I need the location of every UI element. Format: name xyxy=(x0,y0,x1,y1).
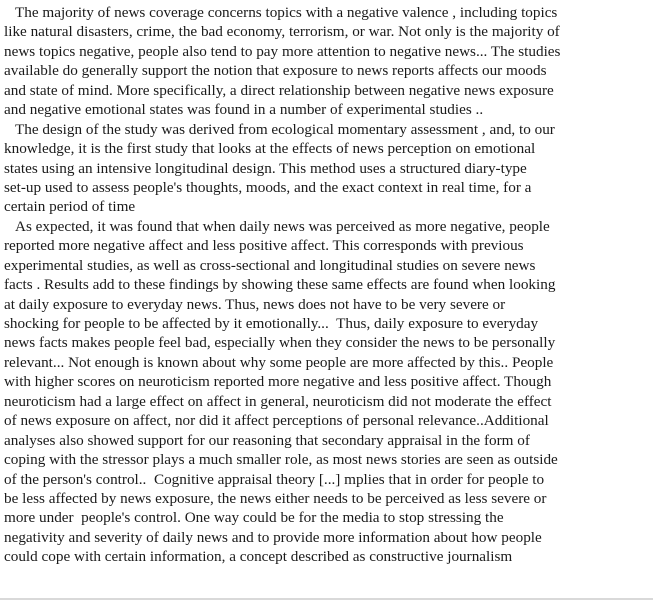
text-line: As expected, it was found that when daily news was perceived as more negative, people xyxy=(15,217,550,235)
text-line: reported more negative affect and less positive affect. This corresponds with previous xyxy=(4,237,524,255)
text-line: like natural disasters, crime, the bad economy, terrorism, or war. Not only is the majority of xyxy=(4,23,560,41)
text-line: set-up used to assess people's thoughts, moods, and the exact context in real time, for a xyxy=(4,178,532,196)
paragraph-2 xyxy=(4,120,651,217)
text-line: The majority of news coverage concerns topics with a negative valence , including topics xyxy=(15,4,558,21)
text-line: The design of the study was derived from ecological momentary assessment , and, to our xyxy=(15,120,555,138)
text-line: at daily exposure to everyday news. Thus, news does not have to be very severe or xyxy=(4,295,506,313)
paragraph-1 xyxy=(4,3,651,120)
text-line: news facts makes people feel bad, especially when they consider the news to be personally xyxy=(4,334,556,352)
text-line: facts . Results add to these findings by showing these same effects are found when looking xyxy=(4,276,556,294)
text-line: news topics negative, people also tend to pay more attention to negative news... The studies xyxy=(4,42,561,60)
text-line: relevant... Not enough is known about why some people are more affected by this.. People xyxy=(4,353,554,371)
text-line: of news exposure on affect, nor did it affect perceptions of personal relevance..Additional xyxy=(4,412,549,430)
text-line: experimental studies, as well as cross-sectional and longitudinal studies on severe news xyxy=(4,256,536,274)
text-line: shocking for people to be affected by it emotionally... Thus, daily exposure to everyday xyxy=(4,315,539,332)
text-line: more under people's control. One way could be for the media to stop stressing the xyxy=(4,509,504,527)
paragraph-3 xyxy=(4,217,651,567)
text-line: states using an intensive longitudinal design. This method uses a structured diary-type xyxy=(4,159,527,177)
text-line: analyses also showed support for our reasoning that secondary appraisal in the form of xyxy=(4,431,530,449)
text-line: and state of mind. More specifically, a direct relationship between negative news exposure xyxy=(4,81,554,99)
text-line: negativity and severity of daily news and to provide more information about how people xyxy=(4,528,542,546)
text-line: could cope with certain information, a concept described as constructive journalism xyxy=(4,548,513,566)
text-line: available do generally support the notion that exposure to news reports affects our moods xyxy=(4,62,547,80)
text-line: and negative emotional states was found in a number of experimental studies .. xyxy=(4,101,484,119)
text-line: of the person's control.. Cognitive appraisal theory [...] mplies that in order for people to xyxy=(4,470,545,488)
text-line: knowledge, it is the first study that looks at the effects of news perception on emotional xyxy=(4,140,536,158)
text-line: be less affected by news exposure, the news either needs to be perceived as less severe or xyxy=(4,489,547,507)
text-line: with higher scores on neuroticism reported more negative and less positive affect. Though xyxy=(4,373,552,391)
text-line: coping with the stressor plays a much smaller role, as most news stories are seen as outside xyxy=(4,451,558,469)
text-line: neuroticism had a large effect on affect in general, neuroticism did not moderate the effect xyxy=(4,392,552,410)
text-line: certain period of time xyxy=(4,198,136,216)
